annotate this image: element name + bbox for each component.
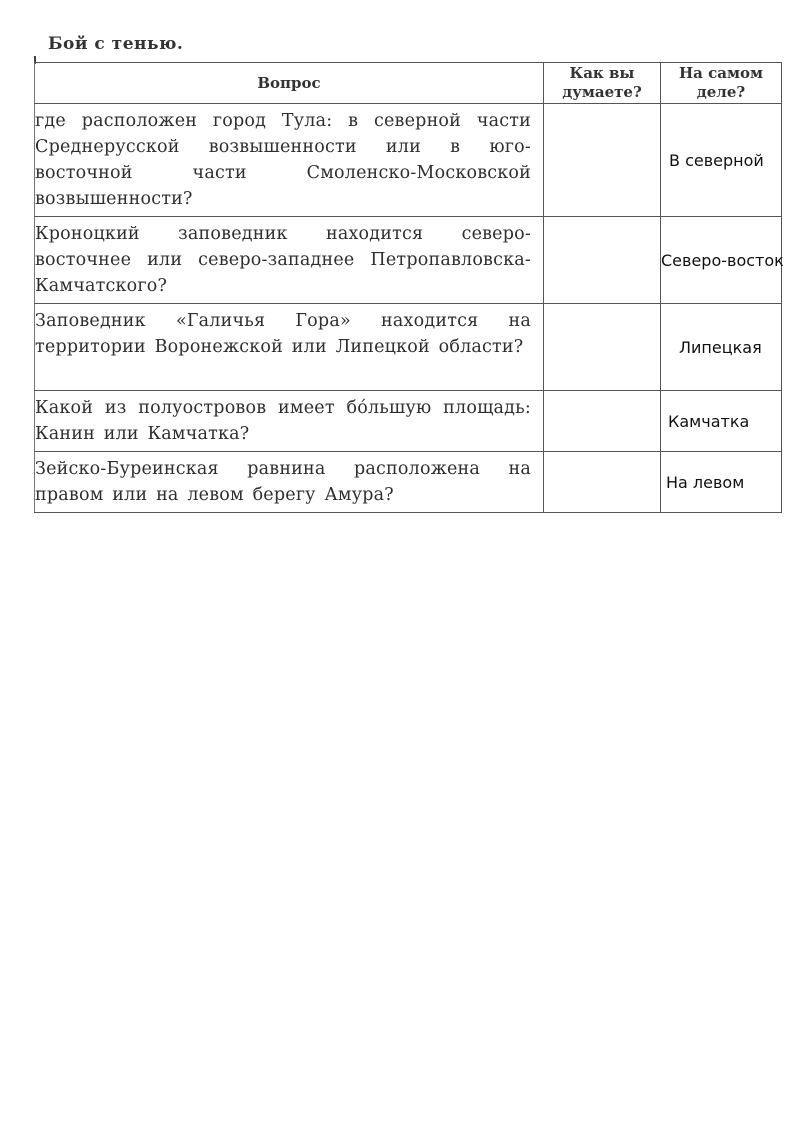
question-cell: где расположен город Тула: в северной части Среднерусской возвышенности или в юго-восточной части Смоленско-Московской возвышенности? xyxy=(35,104,544,217)
guess-cell[interactable] xyxy=(544,391,661,452)
answer-text: На левом xyxy=(666,472,745,492)
table-row xyxy=(35,452,782,513)
table-row xyxy=(35,304,782,391)
guess-cell[interactable] xyxy=(544,104,661,217)
table-header-row xyxy=(35,63,782,104)
guess-cell[interactable] xyxy=(544,452,661,513)
answer-text: Северо-восток xyxy=(661,250,784,270)
header-actual: На самом деле? xyxy=(661,63,782,104)
answer-text: Камчатка xyxy=(668,411,750,431)
answer-cell xyxy=(661,304,782,391)
question-cell: Зейско-Буреинская равнина расположена на правом или на левом берегу Амура? xyxy=(35,452,544,513)
answer-cell xyxy=(661,217,782,304)
table-row xyxy=(35,104,782,217)
answer-cell xyxy=(661,391,782,452)
header-your-guess: Как вы думаете? xyxy=(544,63,661,104)
page-title: Бой с тенью. xyxy=(48,34,184,54)
table-row xyxy=(35,391,782,452)
question-cell: Заповедник «Галичья Гора» находится на территории Воронежской или Липецкой области? xyxy=(35,304,544,391)
guess-cell[interactable] xyxy=(544,304,661,391)
answer-text: Липецкая xyxy=(679,337,762,357)
table-row xyxy=(35,217,782,304)
answer-text: В северной xyxy=(669,150,764,170)
question-cell: Какой из полуостровов имеет бо́льшую площадь: Канин или Камчатка? xyxy=(35,391,544,452)
answer-cell xyxy=(661,452,782,513)
question-table xyxy=(34,62,782,513)
answer-cell xyxy=(661,104,782,217)
guess-cell[interactable] xyxy=(544,217,661,304)
header-question: Вопрос xyxy=(35,63,544,104)
question-cell: Кроноцкий заповедник находится северо-восточнее или северо-западнее Петропавловска-Камчатского? xyxy=(35,217,544,304)
